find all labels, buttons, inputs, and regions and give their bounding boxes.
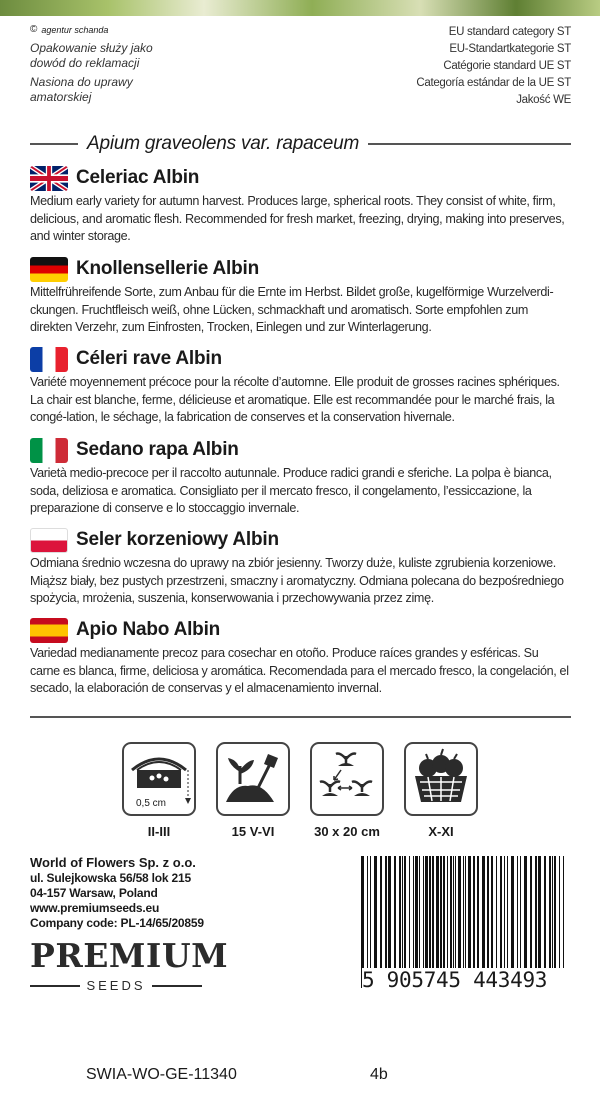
variety-description: Odmiana średnio wczesna do uprawy na zbiór jesienny. Tworzy duże, kuliste zgrubienia korzeniowe. Miąższ biały, bez pustych przestrzeni, smaczny i aromatyczny. Odmiana polecana do bezpośredniego spożycia, mrożenia, suszenia, konserwowania i przechowywania przez zimę. [30, 556, 564, 605]
company-info [30, 854, 330, 931]
variety-name: Knollensellerie Albin [76, 258, 260, 279]
standard-line: EU-Standartkategorie ST [449, 43, 571, 55]
barcode-bar [423, 856, 424, 968]
barcode-bar [552, 856, 553, 968]
barcode-bar [511, 856, 514, 968]
standard-line: Jakość WE [516, 94, 571, 106]
barcode-bar [491, 856, 493, 968]
harvest-basket-icon [404, 742, 478, 816]
barcode-bar [380, 856, 382, 968]
barcode-bar [432, 856, 434, 968]
harvest-period-label: X-XI [428, 824, 454, 839]
copyright-icon: © [30, 24, 38, 35]
language-block-it [30, 436, 571, 518]
barcode-bar [496, 856, 497, 968]
packet-header [30, 24, 571, 120]
language-block-es [30, 616, 571, 698]
barcode-bar [482, 856, 485, 968]
variety-name: Seler korzeniowy Albin [76, 529, 279, 550]
language-block-fr [30, 345, 571, 427]
transplanting-period-label: 15 V-VI [231, 824, 275, 839]
barcode-bar [429, 856, 431, 968]
company-name: World of Flowers Sp. z o.o. [30, 855, 196, 870]
header-left-notes [30, 24, 290, 105]
barcode-bar [463, 856, 464, 968]
standard-line: Catégorie standard UE ST [443, 60, 571, 72]
agentur-label: agentur schanda [41, 24, 109, 35]
variety-description: Variedad medianamente precoz para cosechar en otoño. Produce raíces grandes y esféricas. Su carne es blanca, firme, deliciosa y aromática. Recomendada para el mercado fresco, la congelación, el secado, la elaboración de conservas y el almacenamiento invernal. [30, 646, 569, 695]
barcode-bar [447, 856, 448, 968]
page-marker: 4b [370, 1066, 388, 1083]
cultivation-icons [122, 742, 482, 842]
sowing-depth-label: 0,5 cm [136, 798, 167, 809]
barcode-bar [535, 856, 537, 968]
barcode-bar [554, 856, 556, 968]
spain-flag-icon [30, 618, 68, 643]
barcode-bar [394, 856, 396, 968]
standard-line: Categoría estándar de la UE ST [416, 77, 571, 89]
agentur-credit [30, 24, 290, 35]
barcode-bar [487, 856, 489, 968]
header-standard-categories [291, 24, 571, 109]
company-website: www.premiumseeds.eu [30, 901, 160, 915]
barcode-bar [455, 856, 456, 968]
barcode-bar [399, 856, 401, 968]
premium-seeds-logo [30, 936, 229, 993]
barcode-bar [450, 856, 452, 968]
note-line: amatorskiej [30, 90, 92, 104]
germany-flag-icon [30, 257, 68, 282]
barcode-bar [477, 856, 479, 968]
language-block-de [30, 255, 571, 337]
barcode-bar [524, 856, 527, 968]
divider [368, 143, 571, 145]
barcode-bar [507, 856, 508, 968]
sowing-period-label: II-III [147, 824, 171, 839]
header-photo-strip [0, 0, 600, 16]
spacing-label: 30 x 20 cm [314, 824, 380, 839]
divider [152, 985, 202, 987]
barcode-bar [409, 856, 410, 968]
latin-name-row [30, 132, 571, 156]
barcode-bar [538, 856, 541, 968]
note-line: dowód do reklamacji [30, 56, 140, 70]
barcode-bar [436, 856, 439, 968]
variety-name: Céleri rave Albin [76, 348, 222, 369]
poland-flag-icon [30, 528, 68, 553]
barcode-bar [402, 856, 403, 968]
barcode-bar [517, 856, 518, 968]
divider [30, 143, 78, 145]
standard-line: EU standard category ST [448, 26, 571, 38]
barcode-bar [504, 856, 505, 968]
company-address: ul. Sulejkowska 56/58 lok 215 [30, 871, 191, 885]
barcode-bar [440, 856, 442, 968]
barcode-bar [415, 856, 418, 968]
brand-premium: PREMIUM [30, 936, 229, 975]
sowing-greenhouse-icon [122, 742, 196, 816]
barcode-bar [404, 856, 406, 968]
france-flag-icon [30, 347, 68, 372]
spacing-icon [310, 742, 384, 816]
brand-seeds: SEEDS [86, 978, 146, 993]
product-code: SWIA-WO-GE-11340 [86, 1066, 237, 1083]
variety-name: Apio Nabo Albin [76, 619, 221, 640]
barcode-bar [453, 856, 454, 968]
barcode-bar [385, 856, 387, 968]
section-divider [30, 716, 571, 718]
barcode-bar [520, 856, 521, 968]
barcode-bar [374, 856, 377, 968]
barcode-bar [413, 856, 414, 968]
uk-flag-icon [30, 166, 68, 191]
barcode-bar [549, 856, 551, 968]
language-block-en [30, 164, 571, 246]
transplanting-icon [216, 742, 290, 816]
barcode-number: 5 905745 443493 [362, 968, 574, 992]
barcode-bar [500, 856, 502, 968]
barcode-bar [458, 856, 461, 968]
barcode-bar [425, 856, 428, 968]
variety-description: Mittelfrühreifende Sorte, zum Anbau für die Ernte im Herbst. Bildet große, kugelförmige Wurzelverdi-ckungen. Fruchtfleisch weiß, ohne Lücken, schmackhaft und aromatisch. Sorte empfohlen zum direkten Verzehr, zum Einfrosten, Trocken, Einlegen und zur Winterlagerung. [30, 285, 554, 334]
barcode-bar [419, 856, 420, 968]
latin-name: Apium graveolens var. rapaceum [87, 133, 360, 154]
barcode-bar [530, 856, 532, 968]
note-line: Nasiona do uprawy [30, 75, 133, 89]
barcode-bar [388, 856, 391, 968]
company-city: 04-157 Warsaw, Poland [30, 886, 158, 900]
variety-description: Varietà medio-precoce per il raccolto autunnale. Produce radici grandi e sferiche. La polpa è bianca, soda, deliziosa e aromatica. Consigliato per il mercato fresco, il congelamento, l’essiccazione, la preparazione di conserve e lo stoccaggio invernale. [30, 466, 552, 515]
italy-flag-icon [30, 438, 68, 463]
variety-description: Medium early variety for autumn harvest. Produces large, spherical roots. They consist of white, firm, delicious, and aromatic flesh. Recommended for fresh market, freezing, drying, making into preserves, and winter storage. [30, 194, 565, 243]
variety-description: Variété moyennement précoce pour la récolte d’automne. Elle produit de grosses racines sphériques. La chair est blanche, ferme, délicieuse et aromatique. Elle est recommandée pour le marché frais, la congé-lation, le séchage, la fabrication de conserves et la conservation hivernale. [30, 375, 560, 424]
variety-name: Celeriac Albin [76, 167, 200, 188]
variety-name: Sedano rapa Albin [76, 439, 239, 460]
language-block-pl [30, 526, 571, 608]
barcode-bar [443, 856, 445, 968]
divider [30, 985, 80, 987]
note-line: Opakowanie służy jako [30, 41, 153, 55]
company-code: Company code: PL-14/65/20859 [30, 916, 204, 930]
barcode-bar [544, 856, 546, 968]
